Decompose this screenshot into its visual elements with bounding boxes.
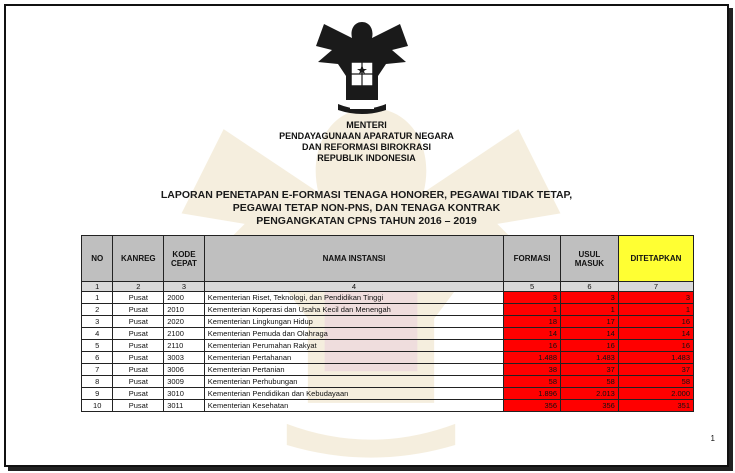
cell-formasi: 14 bbox=[504, 328, 561, 340]
report-title-line: PENGANGKATAN CPNS TAHUN 2016 – 2019 bbox=[256, 215, 477, 227]
column-number: 5 bbox=[504, 282, 561, 292]
cell-formasi: 1.488 bbox=[504, 352, 561, 364]
table-row bbox=[82, 316, 694, 328]
table-row bbox=[82, 340, 694, 352]
cell-no: 4 bbox=[82, 328, 113, 340]
cell-ditetapkan: 58 bbox=[618, 376, 693, 388]
cell-ditetapkan: 16 bbox=[618, 316, 693, 328]
header-kanreg: KANREG bbox=[113, 236, 164, 282]
cell-kanreg: Pusat bbox=[113, 316, 164, 328]
cell-usul-masuk: 1 bbox=[561, 304, 619, 316]
cell-kode-cepat: 3009 bbox=[164, 376, 205, 388]
cell-nama-instansi: Kementerian Pertahanan bbox=[204, 352, 503, 364]
cell-formasi: 1 bbox=[504, 304, 561, 316]
cell-usul-masuk: 14 bbox=[561, 328, 619, 340]
cell-kanreg: Pusat bbox=[113, 388, 164, 400]
column-number: 3 bbox=[164, 282, 205, 292]
cell-nama-instansi: Kementerian Perhubungan bbox=[204, 376, 503, 388]
cell-usul-masuk: 58 bbox=[561, 376, 619, 388]
cell-kanreg: Pusat bbox=[113, 340, 164, 352]
column-number: 4 bbox=[204, 282, 503, 292]
header-no: NO bbox=[82, 236, 113, 282]
cell-kanreg: Pusat bbox=[113, 328, 164, 340]
cell-ditetapkan: 2.000 bbox=[618, 388, 693, 400]
table-row bbox=[82, 328, 694, 340]
table-row bbox=[82, 376, 694, 388]
table-row bbox=[82, 292, 694, 304]
cell-kode-cepat: 2110 bbox=[164, 340, 205, 352]
cell-nama-instansi: Kementerian Pendidikan dan Kebudayaan bbox=[204, 388, 503, 400]
cell-kanreg: Pusat bbox=[113, 304, 164, 316]
cell-ditetapkan: 1 bbox=[618, 304, 693, 316]
table-row bbox=[82, 388, 694, 400]
cell-kode-cepat: 3011 bbox=[164, 400, 205, 412]
cell-kode-cepat: 3003 bbox=[164, 352, 205, 364]
report-title-line: LAPORAN PENETAPAN E-FORMASI TENAGA HONORER, PEGAWAI TIDAK TETAP, bbox=[160, 189, 573, 201]
column-number: 7 bbox=[618, 282, 693, 292]
cell-kode-cepat: 3010 bbox=[164, 388, 205, 400]
cell-nama-instansi: Kementerian Kesehatan bbox=[204, 400, 503, 412]
header-ditetapkan: DITETAPKAN bbox=[618, 236, 693, 282]
table-row bbox=[82, 352, 694, 364]
cell-formasi: 38 bbox=[504, 364, 561, 376]
column-number: 2 bbox=[113, 282, 164, 292]
cell-formasi: 356 bbox=[504, 400, 561, 412]
document-page bbox=[4, 4, 729, 467]
ministry-line: MENTERI bbox=[346, 120, 387, 130]
cell-usul-masuk: 1.483 bbox=[561, 352, 619, 364]
cell-nama-instansi: Kementerian Pertanian bbox=[204, 364, 503, 376]
cell-kode-cepat: 2010 bbox=[164, 304, 205, 316]
header-kode-cepat: KODE CEPAT bbox=[164, 236, 205, 282]
cell-kode-cepat: 2020 bbox=[164, 316, 205, 328]
column-number: 6 bbox=[561, 282, 619, 292]
cell-no: 1 bbox=[82, 292, 113, 304]
cell-kanreg: Pusat bbox=[113, 364, 164, 376]
cell-no: 3 bbox=[82, 316, 113, 328]
cell-no: 10 bbox=[82, 400, 113, 412]
cell-nama-instansi: Kementerian Riset, Teknologi, dan Pendidikan Tinggi bbox=[204, 292, 503, 304]
cell-formasi: 1.896 bbox=[504, 388, 561, 400]
table-row bbox=[82, 400, 694, 412]
cell-no: 6 bbox=[82, 352, 113, 364]
cell-nama-instansi: Kementerian Koperasi dan Usaha Kecil dan Menengah bbox=[204, 304, 503, 316]
page-number: 1 bbox=[710, 434, 715, 443]
cell-formasi: 58 bbox=[504, 376, 561, 388]
cell-ditetapkan: 351 bbox=[618, 400, 693, 412]
cell-usul-masuk: 356 bbox=[561, 400, 619, 412]
ministry-line: DAN REFORMASI BIROKRASI bbox=[301, 142, 431, 152]
cell-kanreg: Pusat bbox=[113, 400, 164, 412]
table-row bbox=[82, 364, 694, 376]
table-header-row bbox=[82, 236, 694, 282]
cell-no: 8 bbox=[82, 376, 113, 388]
cell-nama-instansi: Kementerian Perumahan Rakyat bbox=[204, 340, 503, 352]
cell-no: 2 bbox=[82, 304, 113, 316]
cell-formasi: 3 bbox=[504, 292, 561, 304]
cell-ditetapkan: 37 bbox=[618, 364, 693, 376]
ministry-line: REPUBLIK INDONESIA bbox=[317, 153, 416, 163]
cell-ditetapkan: 16 bbox=[618, 340, 693, 352]
cell-ditetapkan: 1.483 bbox=[618, 352, 693, 364]
report-title-line: PEGAWAI TETAP NON-PNS, DAN TENAGA KONTRAK bbox=[232, 202, 501, 214]
header-usul-masuk: USUL MASUK bbox=[561, 236, 619, 282]
cell-usul-masuk: 2.013 bbox=[561, 388, 619, 400]
column-number-row bbox=[82, 282, 694, 292]
cell-no: 9 bbox=[82, 388, 113, 400]
cell-ditetapkan: 3 bbox=[618, 292, 693, 304]
column-number: 1 bbox=[82, 282, 113, 292]
cell-usul-masuk: 16 bbox=[561, 340, 619, 352]
cell-kanreg: Pusat bbox=[113, 376, 164, 388]
table-body bbox=[82, 292, 694, 412]
formation-table bbox=[81, 235, 694, 412]
ministry-line: PENDAYAGUNAAN APARATUR NEGARA bbox=[279, 131, 454, 141]
cell-usul-masuk: 3 bbox=[561, 292, 619, 304]
cell-formasi: 16 bbox=[504, 340, 561, 352]
cell-formasi: 18 bbox=[504, 316, 561, 328]
cell-nama-instansi: Kementerian Pemuda dan Olahraga bbox=[204, 328, 503, 340]
report-title bbox=[6, 189, 727, 228]
header-nama-instansi: NAMA INSTANSI bbox=[204, 236, 503, 282]
cell-no: 5 bbox=[82, 340, 113, 352]
cell-ditetapkan: 14 bbox=[618, 328, 693, 340]
cell-kode-cepat: 2000 bbox=[164, 292, 205, 304]
header-formasi: FORMASI bbox=[504, 236, 561, 282]
ministry-heading bbox=[6, 120, 727, 164]
cell-kanreg: Pusat bbox=[113, 352, 164, 364]
table-row bbox=[82, 304, 694, 316]
cell-kode-cepat: 2100 bbox=[164, 328, 205, 340]
cell-no: 7 bbox=[82, 364, 113, 376]
garuda-emblem-icon bbox=[312, 18, 412, 118]
cell-kanreg: Pusat bbox=[113, 292, 164, 304]
cell-usul-masuk: 37 bbox=[561, 364, 619, 376]
cell-usul-masuk: 17 bbox=[561, 316, 619, 328]
cell-kode-cepat: 3006 bbox=[164, 364, 205, 376]
cell-nama-instansi: Kementerian Lingkungan Hidup bbox=[204, 316, 503, 328]
